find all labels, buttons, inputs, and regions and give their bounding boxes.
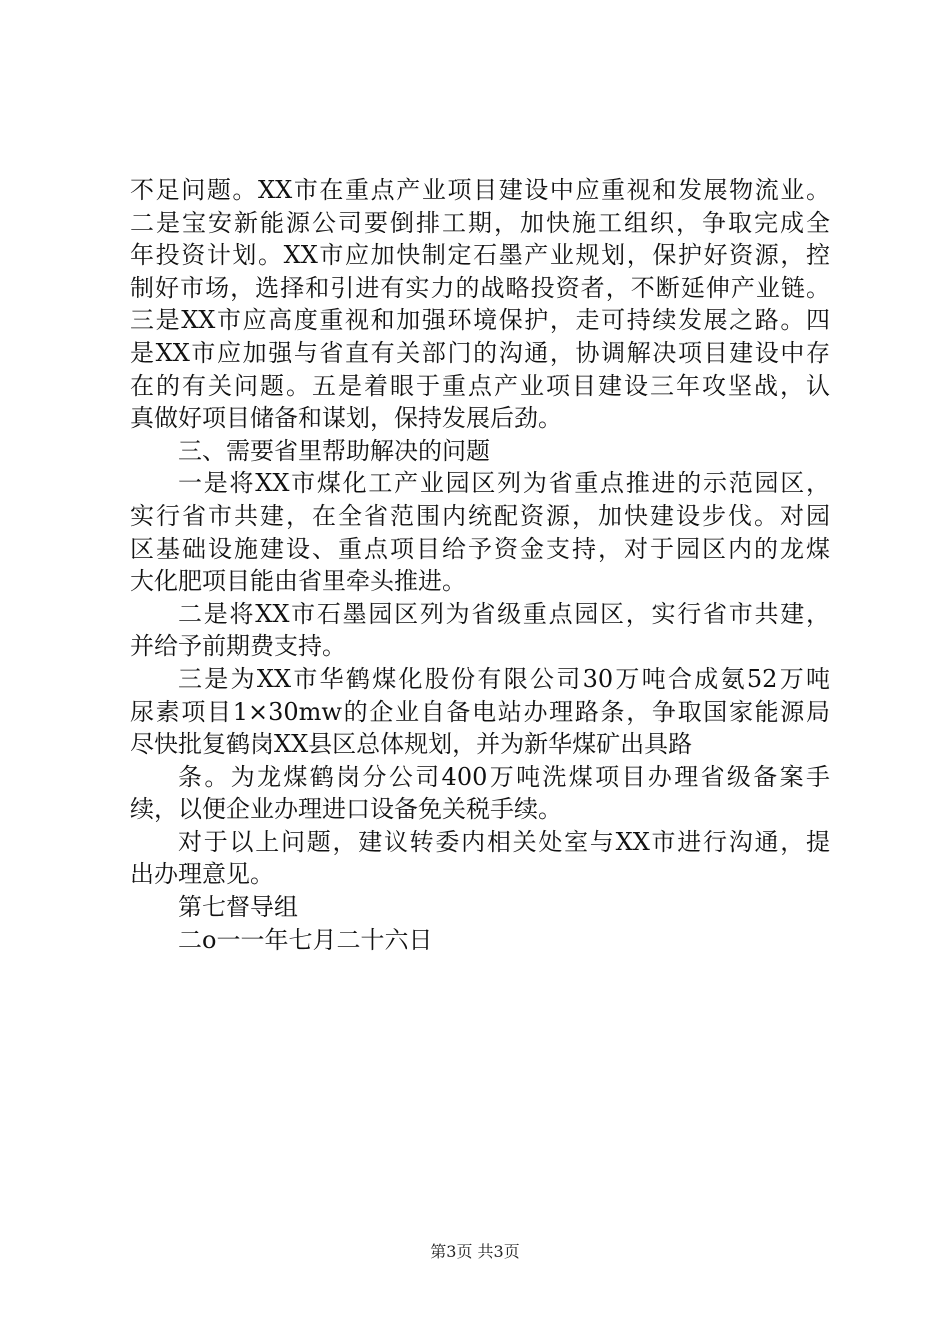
text-line: 不足问题。XX市在重点产业项目建设中应重视和发展物流业。: [130, 176, 830, 204]
text-line: 在的有关问题。五是着眼于重点产业项目建设三年攻坚战，认: [130, 371, 830, 400]
conclusion-paragraph: [130, 826, 830, 891]
paragraph-continuation: [130, 174, 830, 435]
request-item-4: [130, 761, 830, 826]
text-line: 二是宝安新能源公司要倒排工期，加快施工组织，争取完成全: [130, 208, 830, 237]
text-line: 对于以上问题，建议转委内相关处室与XX市进行沟通，提: [178, 827, 830, 856]
text-line: 尿素项目1×30mw的企业自备电站办理路条，争取国家能源局: [130, 697, 830, 726]
text-line: 一是将XX市煤化工产业园区列为省重点推进的示范园区，: [178, 469, 830, 498]
text-line: 并给予前期费支持。: [130, 632, 346, 661]
text-line: 区基础设施建设、重点项目给予资金支持，对于园区内的龙煤: [130, 534, 830, 563]
section-heading: 三、需要省里帮助解决的问题: [178, 436, 490, 465]
text-line: 制好市场，选择和引进有实力的战略投资者，不断延伸产业链。: [130, 273, 830, 302]
text-line: 年投资计划。XX市应加快制定石墨产业规划，保护好资源，控: [130, 241, 830, 270]
signature-group: 第七督导组: [178, 893, 298, 922]
text-line: 真做好项目储备和谋划，保持发展后劲。: [130, 404, 562, 433]
text-line: 是XX市应加强与省直有关部门的沟通，协调解决项目建设中存: [130, 338, 830, 367]
request-item-1: [130, 467, 830, 597]
text-line: 续，以便企业办理进口设备免关税手续。: [130, 795, 562, 824]
text-line: 三是为XX市华鹤煤化股份有限公司30万吨合成氨52万吨: [178, 664, 830, 693]
signature-date: 二o一一年七月二十六日: [178, 925, 433, 954]
request-item-2: [130, 598, 830, 663]
text-line: 条。为龙煤鹤岗分公司400万吨洗煤项目办理省级备案手: [178, 762, 830, 791]
request-item-3: [130, 663, 830, 761]
text-line: 出办理意见。: [130, 860, 274, 889]
document-body: [130, 174, 830, 956]
text-line: 尽快批复鹤岗XX县区总体规划，并为新华煤矿出具路: [130, 730, 693, 759]
text-line: 大化肥项目能由省里牵头推进。: [130, 567, 466, 596]
text-line: 二是将XX市石墨园区列为省级重点园区，实行省市共建，: [178, 599, 830, 628]
text-line: 三是XX市应高度重视和加强环境保护，走可持续发展之路。四: [130, 306, 830, 335]
text-line: 实行省市共建，在全省范围内统配资源，加快建设步伐。对园: [130, 501, 830, 530]
page-footer: 第3页 共3页: [430, 1242, 520, 1261]
